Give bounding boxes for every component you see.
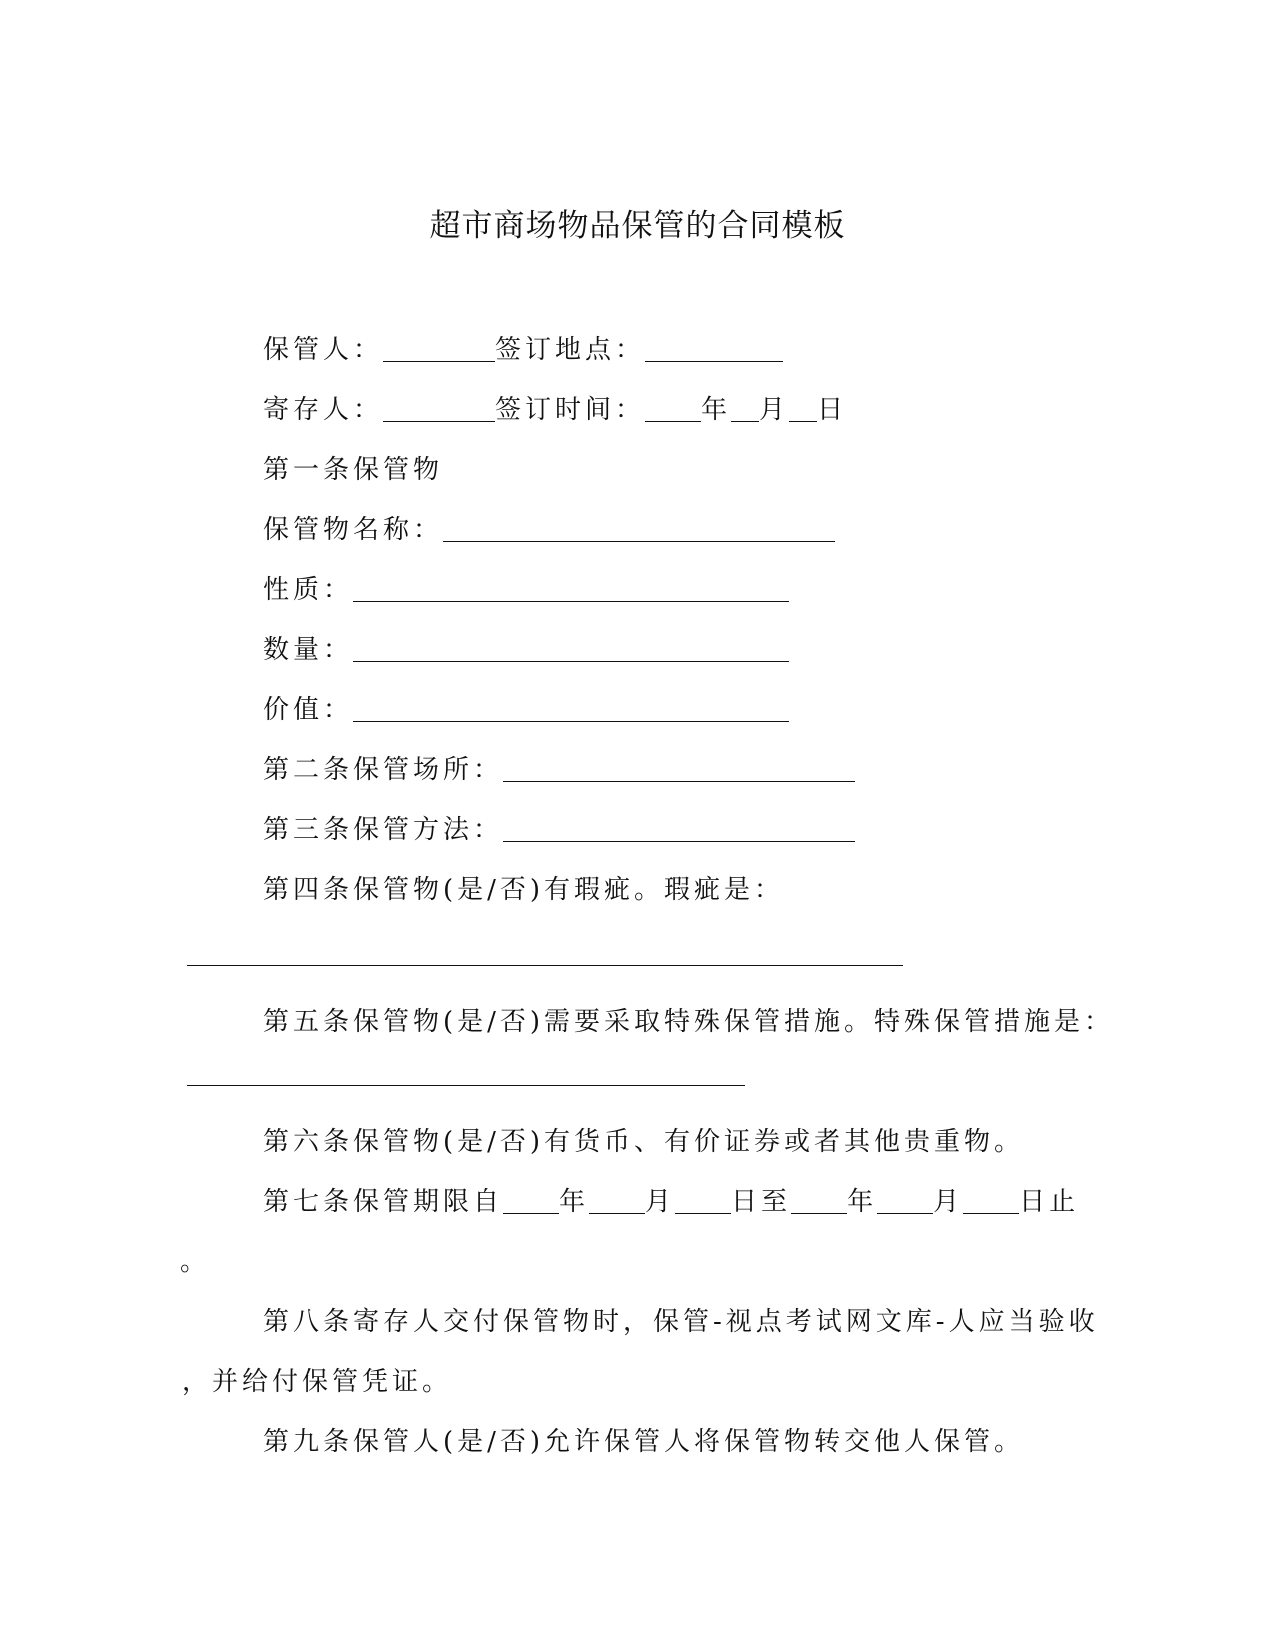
- end-day-blank[interactable]: [963, 1189, 1019, 1214]
- quantity-label: 数量：: [263, 635, 354, 665]
- article-2-label: 第二条保管场所：: [263, 755, 504, 785]
- start-day-blank[interactable]: [675, 1189, 731, 1214]
- article-3-label: 第三条保管方法：: [263, 815, 504, 845]
- article-5-line: 第五条保管物(是/否)需要采取特殊保管措施。特殊保管措施是：: [263, 1007, 1115, 1037]
- article-3-line: [263, 812, 855, 848]
- depositor-label: 寄存人：: [263, 395, 384, 425]
- item-name-line: [263, 512, 835, 548]
- nature-label: 性质：: [263, 575, 354, 605]
- item-name-label: 保管物名称：: [263, 515, 444, 545]
- end-month-blank[interactable]: [877, 1189, 933, 1214]
- nature-blank[interactable]: [353, 577, 789, 602]
- quantity-line: [263, 632, 789, 668]
- sign-day-blank[interactable]: [789, 397, 817, 422]
- day-label: 日: [817, 395, 848, 425]
- start-month-label: 月: [645, 1187, 676, 1217]
- value-label: 价值：: [263, 695, 354, 725]
- value-line: [263, 692, 789, 728]
- article-1-heading: 第一条保管物: [263, 455, 444, 485]
- sign-place-blank[interactable]: [645, 337, 783, 362]
- article-2-line: [263, 752, 855, 788]
- start-day-label: 日至: [731, 1187, 792, 1217]
- end-year-blank[interactable]: [791, 1189, 847, 1214]
- start-month-blank[interactable]: [589, 1189, 645, 1214]
- article-7-line: [263, 1184, 1079, 1220]
- article-9-line: 第九条保管人(是/否)允许保管人将保管物转交他人保管。: [263, 1427, 1025, 1457]
- article-4-blank[interactable]: [187, 965, 903, 966]
- article-8-line: 第八条寄存人交付保管物时，保管-视点考试网文库-人应当验收: [263, 1307, 1099, 1337]
- custodian-label: 保管人：: [263, 335, 384, 365]
- article-7-label: 第七条保管期限自: [263, 1187, 504, 1217]
- article-4-line: 第四条保管物(是/否)有瑕疵。瑕疵是：: [263, 875, 785, 905]
- custodian-blank[interactable]: [383, 337, 495, 362]
- item-name-blank[interactable]: [443, 517, 835, 542]
- custodian-line: [263, 332, 783, 368]
- quantity-blank[interactable]: [353, 637, 789, 662]
- article-7-continuation: 。: [180, 1247, 211, 1277]
- value-blank[interactable]: [353, 697, 789, 722]
- end-day-label: 日止: [1019, 1187, 1080, 1217]
- sign-month-blank[interactable]: [731, 397, 759, 422]
- nature-line: [263, 572, 789, 608]
- article-8-continuation: ，并给付保管凭证。: [182, 1367, 453, 1397]
- article-2-blank[interactable]: [503, 757, 855, 782]
- start-year-blank[interactable]: [503, 1189, 559, 1214]
- start-year-label: 年: [559, 1187, 590, 1217]
- end-year-label: 年: [847, 1187, 878, 1217]
- sign-year-blank[interactable]: [645, 397, 701, 422]
- article-6-line: 第六条保管物(是/否)有货币、有价证券或者其他贵重物。: [263, 1127, 1025, 1157]
- sign-time-label: 签订时间：: [495, 395, 646, 425]
- depositor-line: [263, 392, 847, 428]
- end-month-label: 月: [933, 1187, 964, 1217]
- month-label: 月: [759, 395, 790, 425]
- depositor-blank[interactable]: [383, 397, 495, 422]
- page-title: 超市商场物品保管的合同模板: [429, 208, 846, 244]
- article-3-blank[interactable]: [503, 817, 855, 842]
- article-5-blank[interactable]: [187, 1085, 745, 1086]
- sign-place-label: 签订地点：: [495, 335, 646, 365]
- year-label: 年: [701, 395, 732, 425]
